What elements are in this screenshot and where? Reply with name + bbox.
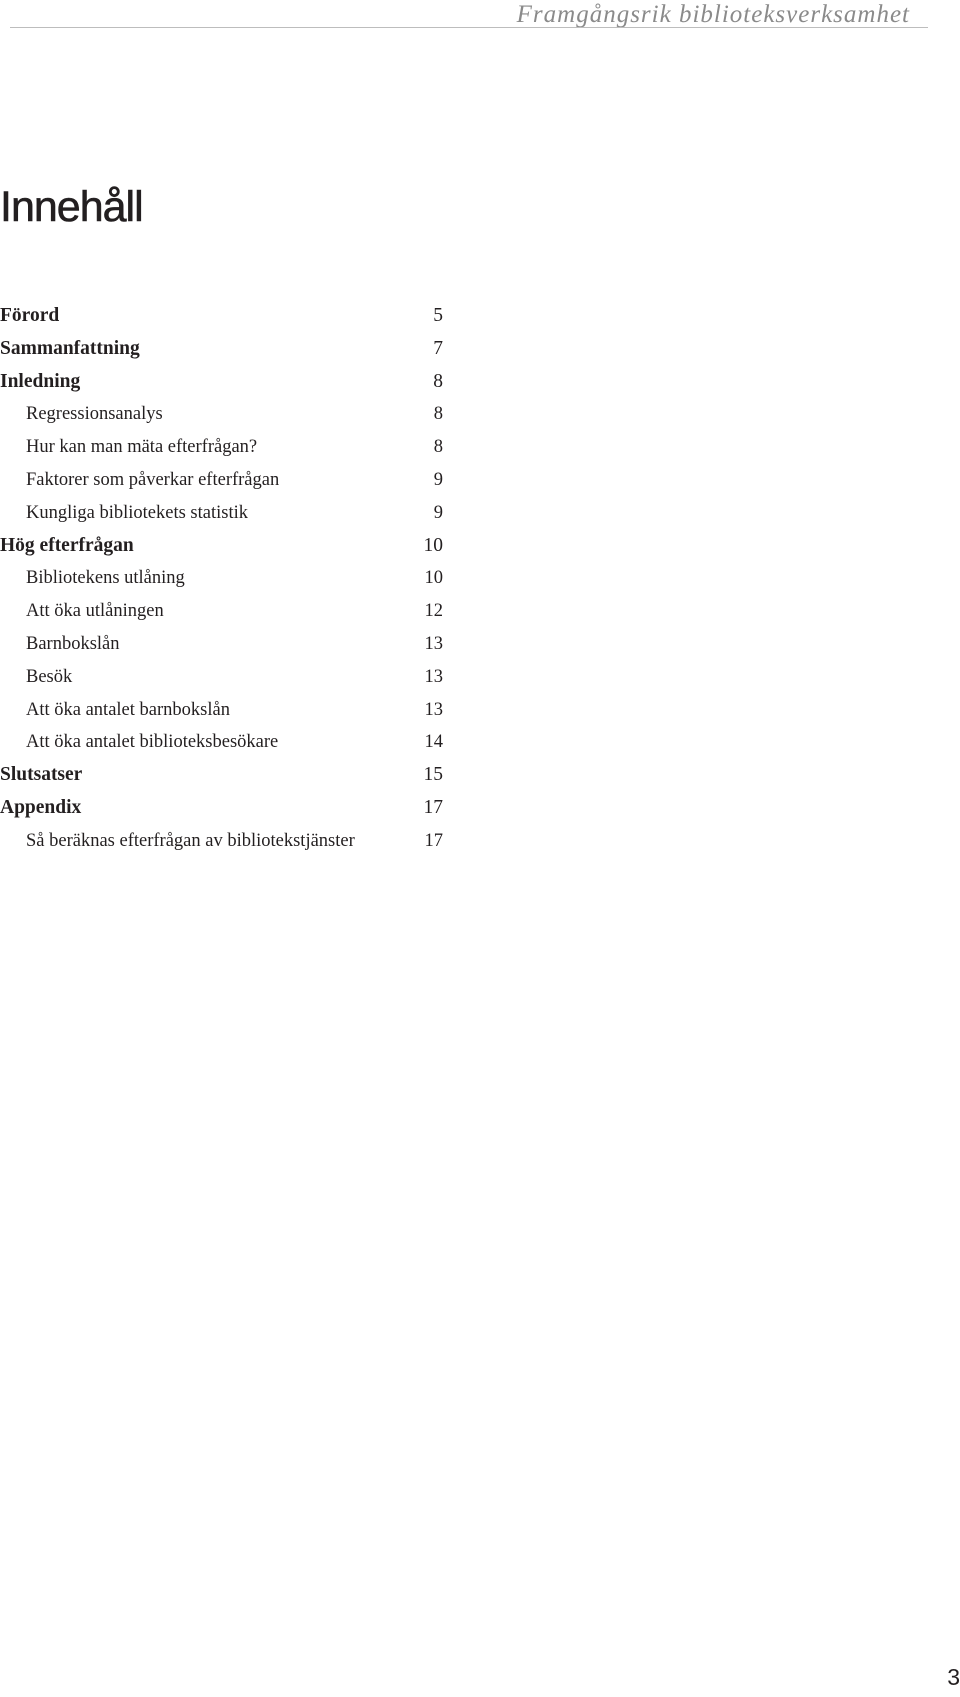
toc-entry-title: Slutsatser <box>0 764 83 786</box>
toc-entry-page: 8 <box>433 437 443 458</box>
toc-entry-kungliga-statistik[interactable] <box>0 497 443 530</box>
toc-entry-title: Att öka utlåningen <box>26 601 164 622</box>
toc-entry-forord[interactable] <box>0 300 443 333</box>
toc-entry-title: Att öka antalet barnbokslån <box>26 699 230 720</box>
toc-entry-faktorer[interactable] <box>0 464 443 497</box>
toc-entry-slutsatser[interactable] <box>0 759 443 792</box>
toc-entry-page: 13 <box>424 699 443 720</box>
toc-entry-barnbokslan[interactable] <box>0 628 443 661</box>
toc-entry-page: 9 <box>433 502 443 523</box>
toc-entry-title: Förord <box>0 305 60 326</box>
toc-entry-sa-beraknas[interactable] <box>0 825 443 858</box>
toc-entry-title: Sammanfattning <box>0 337 140 359</box>
toc-entry-title: Hur kan man mäta efterfrågan? <box>26 437 258 458</box>
running-header-title: Framgångsrik biblioteksverksamhet <box>516 1 910 28</box>
toc-entry-hog-efterfragan[interactable] <box>0 530 443 563</box>
toc-entry-att-oka-utlaningen[interactable] <box>0 595 443 628</box>
toc-entry-page: 10 <box>423 534 443 556</box>
toc-entry-sammanfattning[interactable] <box>0 333 443 366</box>
toc-entry-page: 12 <box>424 601 443 622</box>
toc-entry-regressionsanalys[interactable] <box>0 398 443 431</box>
toc-entry-title: Bibliotekens utlåning <box>26 568 185 589</box>
toc-entry-bibliotekens-utlaning[interactable] <box>0 562 443 595</box>
toc-entry-title: Hög efterfrågan <box>0 534 134 556</box>
toc-entry-appendix[interactable] <box>0 792 443 825</box>
toc-entry-page: 10 <box>424 568 443 589</box>
toc-entry-page: 15 <box>423 764 443 786</box>
toc-entry-title: Regressionsanalys <box>26 404 163 425</box>
toc-entry-title: Appendix <box>0 796 82 818</box>
toc-entry-title: Faktorer som påverkar efterfrågan <box>26 469 280 490</box>
toc-entry-title: Barnbokslån <box>26 633 120 654</box>
toc-entry-page: 5 <box>433 305 443 326</box>
toc-entry-title: Att öka antalet biblioteksbesökare <box>26 732 279 753</box>
toc-entry-page: 8 <box>433 404 443 425</box>
toc-entry-page: 9 <box>433 469 443 490</box>
toc-entry-page: 13 <box>424 633 443 654</box>
toc-entry-att-oka-barnbokslan[interactable] <box>0 694 443 727</box>
toc-entry-title: Kungliga bibliotekets statistik <box>26 502 248 523</box>
toc-entry-hur-kan-man-mata[interactable] <box>0 431 443 464</box>
toc-entry-inledning[interactable] <box>0 366 443 399</box>
page-number: 3 <box>947 1664 960 1690</box>
toc-entry-att-oka-besokare[interactable] <box>0 726 443 759</box>
toc-entry-title: Så beräknas efterfrågan av bibliotekstjänster <box>26 830 355 851</box>
toc-entry-title: Inledning <box>0 370 81 392</box>
toc-entry-page: 17 <box>423 796 443 818</box>
toc-entry-page: 7 <box>433 337 443 359</box>
toc-entry-besok[interactable] <box>0 661 443 694</box>
header-divider <box>10 27 928 28</box>
toc-entry-page: 13 <box>424 666 443 687</box>
toc-entry-title: Besök <box>26 666 73 687</box>
toc-entry-page: 8 <box>433 370 443 392</box>
toc-heading: Innehåll <box>0 183 143 231</box>
table-of-contents <box>0 300 443 858</box>
toc-entry-page: 14 <box>424 732 443 753</box>
toc-entry-page: 17 <box>424 830 443 851</box>
